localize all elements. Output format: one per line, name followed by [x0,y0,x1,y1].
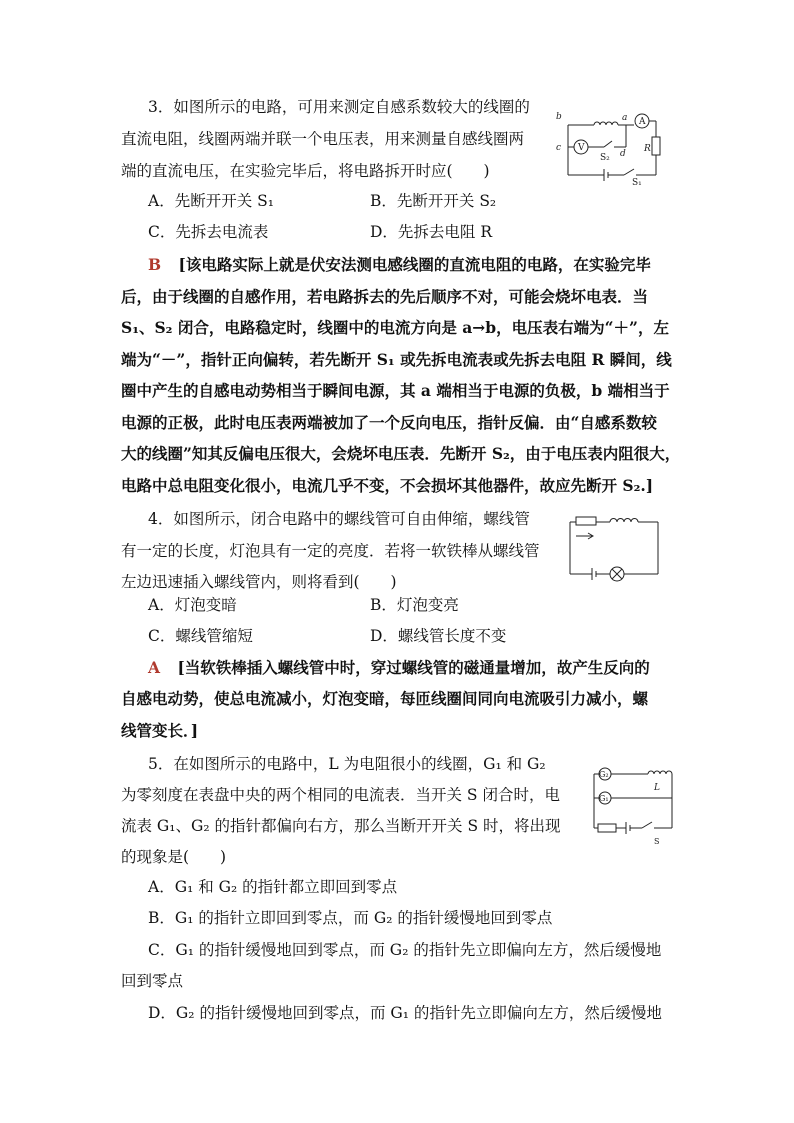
q4-circuit-figure [562,512,664,584]
q3-answer-letter: B [148,255,162,274]
q3-fig-label-A: A [639,117,646,127]
q5-line-4: 的现象是( ) [121,848,227,866]
q4-answer-line-2: 自感电动势，使总电流减小，灯泡变暗，每匝线圈间同向电流吸引力减小，螺 [121,689,649,708]
q5-circuit-figure [590,762,684,848]
q3-fig-label-R: R [644,144,651,154]
q3-line-3: 端的直流电压，在实验完毕后，将电路拆开时应( ) [121,162,490,180]
q5-line-2: 为零刻度在表盘中央的两个相同的电流表．当开关 S 闭合时，电 [121,786,560,804]
q5-option-b[interactable]: B．G₁ 的指针立即回到零点，而 G₂ 的指针缓慢地回到零点 [148,909,553,927]
q3-answer-line-5: 圈中产生的自感电动势相当于瞬间电源，其 a 端相当于电源的负极，b 端相当于 [121,381,670,400]
q5-option-d[interactable]: D．G₂ 的指针缓慢地回到零点，而 G₁ 的指针先立即偏向左方，然后缓慢地 [148,1004,662,1022]
q3-fig-label-b: b [556,112,562,122]
q5-option-a[interactable]: A．G₁ 和 G₂ 的指针都立即回到零点 [148,878,398,896]
q5-fig-label-L: L [654,783,660,793]
q3-answer-line-8: 电路中总电阻变化很小，电流几乎不变，不会损坏其他器件，故应先断开 S₂.] [121,476,654,495]
q3-option-d[interactable]: D．先拆去电阻 R [370,223,493,241]
q3-option-b[interactable]: B．先断开开关 S₂ [370,192,497,210]
q3-answer-line-3: S₁、S₂ 闭合，电路稳定时，线圈中的电流方向是 a→b，电压表右端为“＋”，左 [121,318,669,337]
q3-fig-label-V: V [578,143,585,153]
q4-option-b[interactable]: B．灯泡变亮 [370,596,459,614]
q3-option-c[interactable]: C．先拆去电流表 [148,223,269,241]
q3-answer-line-4: 端为“－”，指针正向偏转，若先断开 S₁ 或先拆电流表或先拆去电阻 R 瞬间，线 [121,350,672,369]
q4-line-2: 有一定的长度，灯泡具有一定的亮度．若将一软铁棒从螺线管 [121,542,540,560]
q5-option-c-cont: 回到零点 [121,972,184,990]
q3-answer-line-2: 后，由于线圈的自感作用，若电路拆去的先后顺序不对，可能会烧坏电表．当 [121,287,649,306]
q3-answer-line-7: 大的线圈”知其反偏电压很大，会烧坏电压表．先断开 S₂，由于电压表内阻很大， [121,444,681,463]
q3-option-a[interactable]: A．先断开开关 S₁ [148,192,274,210]
q5-line-3: 流表 G₁、G₂ 的指针都偏向右方，那么当断开开关 S 时，将出现 [121,817,561,835]
q4-line-1: 4．如图所示，闭合电路中的螺线管可自由伸缩，螺线管 [148,510,530,528]
q4-answer-line-1 [148,658,650,678]
q3-answer-line-6: 电源的正极，此时电压表两端被加了一个反向电压，指针反偏．由“自感系数较 [121,413,657,432]
q3-fig-label-a: a [622,113,628,123]
q3-line-1: 3．如图所示的电路，可用来测定自感系数较大的线圈的 [148,98,530,116]
q3-answer-line-1 [148,255,651,275]
q4-answer-text-1: [当软铁棒插入螺线管中时，穿过螺线管的磁通量增加，故产生反向的 [177,658,650,677]
q5-fig-label-S: S [654,837,660,846]
q3-line-2: 直流电阻，线圈两端并联一个电压表，用来测量自感线圈两 [121,130,525,148]
q4-line-3: 左边迅速插入螺线管内，则将看到( ) [121,573,397,591]
q5-fig-label-G2: G₂ [599,770,609,779]
q3-answer-text-1: [该电路实际上就是伏安法测电感线圈的直流电阻的电路，在实验完毕 [178,255,651,274]
q4-option-a[interactable]: A．灯泡变暗 [148,596,237,614]
q3-fig-label-S1: S₁ [632,178,642,187]
q4-answer-letter: A [148,658,161,677]
q3-fig-label-S2: S₂ [600,153,610,163]
q4-option-c[interactable]: C．螺线管缩短 [148,627,253,645]
q4-answer-line-3: 线管变长．] [121,721,199,740]
q4-option-d[interactable]: D．螺线管长度不变 [370,627,507,645]
q5-option-c[interactable]: C．G₁ 的指针缓慢地回到零点，而 G₂ 的指针先立即偏向左方，然后缓慢地 [148,941,662,959]
q3-fig-label-d: d [620,149,626,159]
q5-line-1: 5．在如图所示的电路中，L 为电阻很小的线圈，G₁ 和 G₂ [148,755,546,773]
q5-fig-label-G1: G₁ [599,794,609,803]
q3-circuit-figure [548,103,666,187]
q3-fig-label-c: c [556,143,562,153]
